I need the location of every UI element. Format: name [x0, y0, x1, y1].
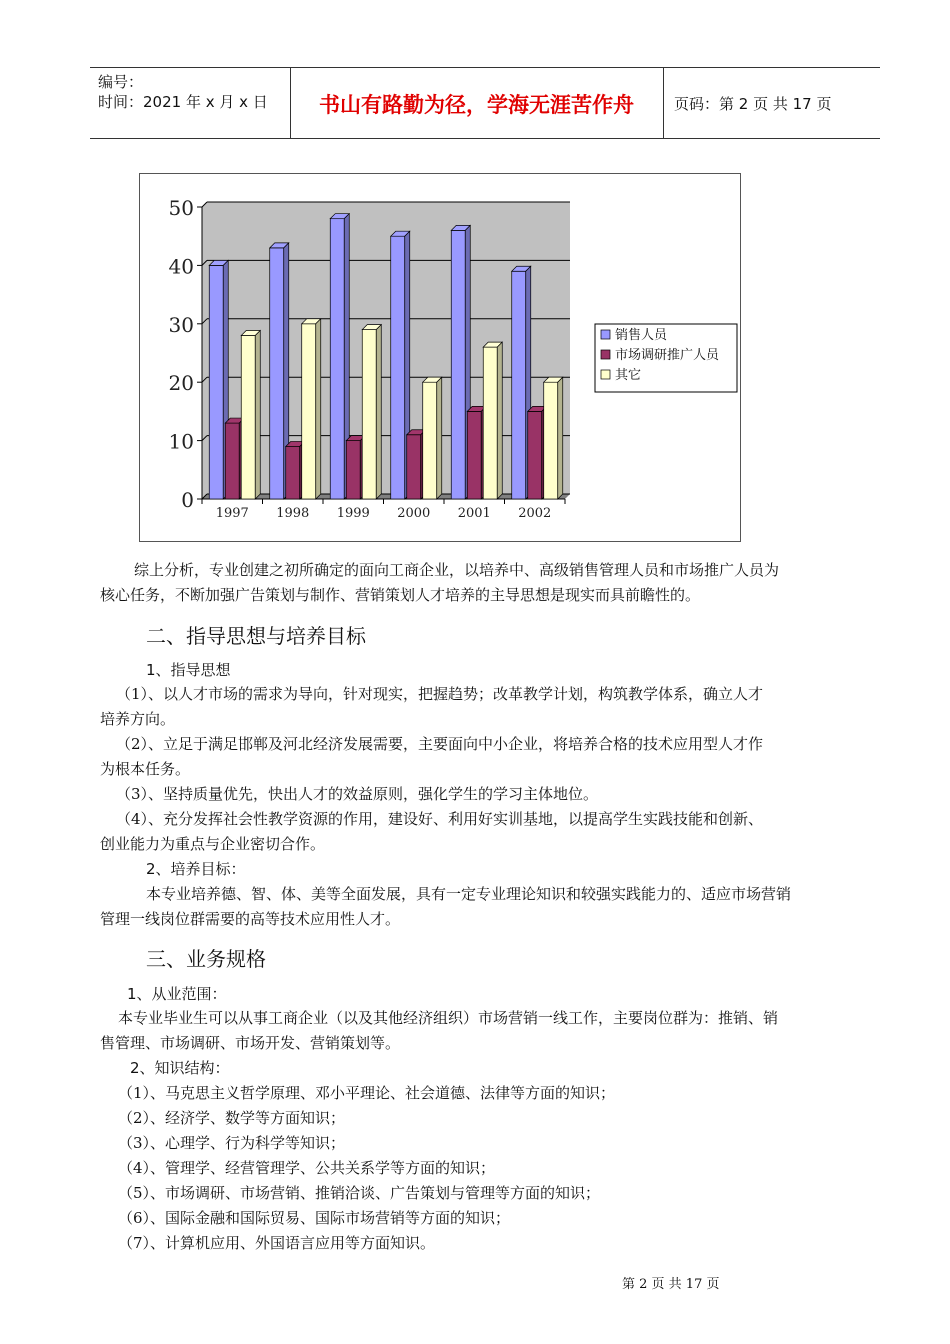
- s2-p4-l2: 创业能力为重点与企业密切合作。: [100, 835, 326, 853]
- x-tick-label: 2002: [518, 506, 552, 521]
- s2-p2-l1: （2）、立足于满足邯郸及河北经济发展需要，主要面向中小企业，将培养合格的技术应用型人才作: [116, 735, 764, 753]
- legend-label: 其它: [615, 368, 642, 383]
- bar: [483, 347, 497, 499]
- knowledge-item: （7）、计算机应用、外国语言应用等方面知识。: [118, 1234, 436, 1252]
- bar: [209, 265, 223, 499]
- summary-line-2: 核心任务，不断加强广告策划与制作、营销策划人才培养的主导思想是现实而具前瞻性的。: [100, 586, 701, 604]
- staff-bar-chart: [139, 173, 741, 542]
- bar: [241, 335, 255, 499]
- x-tick-label: 1998: [276, 506, 310, 521]
- bar: [451, 230, 465, 499]
- knowledge-item: （2）、经济学、数学等方面知识；: [118, 1109, 346, 1127]
- bar: [467, 411, 481, 499]
- bar: [544, 382, 558, 499]
- knowledge-item: （4）、管理学、经营管理学、公共关系学等方面的知识；: [118, 1159, 496, 1177]
- s2-goal-l1: 本专业培养德、智、体、美等全面发展，具有一定专业理论知识和较强实践能力的、适应市场营销: [146, 885, 792, 903]
- legend-swatch: [601, 330, 610, 339]
- bar: [286, 446, 300, 499]
- bar: [346, 441, 360, 499]
- number-label: 编号：: [98, 73, 144, 91]
- bar: [302, 324, 316, 499]
- page-footer: 第 2 页 共 17 页: [622, 1277, 720, 1292]
- bar-side: [255, 330, 260, 499]
- bar: [362, 330, 376, 499]
- x-tick-label: 1999: [336, 506, 370, 521]
- summary-line-1: 综上分析，专业创建之初所确定的面向工商企业，以培养中、高级销售管理人员和市场推广人员为: [134, 561, 780, 579]
- bar-side: [497, 342, 502, 499]
- header-motto: 书山有路勤为径，学海无涯苦作舟: [319, 93, 634, 117]
- s2-p3: （3）、坚持质量优先，快出人才的效益原则，强化学生的学习主体地位。: [116, 785, 599, 803]
- y-tick-label: 30: [168, 312, 194, 337]
- s2-p1-l1: （1）、以人才市场的需求为导向，针对现实，把握趋势；改革教学计划，构筑教学体系，确立人才: [116, 685, 764, 703]
- s3-scope-l2: 售管理、市场调研、市场开发、营销策划等。: [100, 1034, 401, 1052]
- bar-side: [437, 377, 442, 499]
- section-2-title: 二、指导思想与培养目标: [146, 624, 366, 648]
- s3-sub-scope: 1、从业范围：: [127, 985, 227, 1003]
- y-tick-label: 0: [181, 488, 194, 512]
- bar: [225, 423, 239, 499]
- section-3-title: 三、业务规格: [146, 947, 266, 971]
- knowledge-item: （6）、国际金融和国际贸易、国际市场营销等方面的知识；: [118, 1209, 511, 1227]
- s2-sub-guiding: 1、指导思想: [146, 661, 231, 679]
- s2-p1-l2: 培养方向。: [100, 710, 176, 728]
- legend-label: 销售人员: [615, 328, 668, 343]
- bar: [391, 236, 405, 499]
- y-tick-label: 50: [168, 196, 194, 220]
- legend-swatch: [601, 350, 610, 359]
- page-header: [90, 67, 880, 139]
- knowledge-item: （5）、市场调研、市场营销、推销洽谈、广告策划与管理等方面的知识；: [118, 1184, 601, 1202]
- s2-goal-l2: 管理一线岗位群需要的高等技术应用性人才。: [100, 910, 401, 928]
- bar: [512, 271, 526, 499]
- bar: [407, 435, 421, 499]
- knowledge-item: （1）、马克思主义哲学原理、邓小平理论、社会道德、法律等方面的知识；: [118, 1084, 616, 1102]
- s3-scope-l1: 本专业毕业生可以从事工商企业（以及其他经济组织）市场营销一线工作，主要岗位群为：推销、销: [118, 1009, 779, 1027]
- bar-side: [558, 377, 563, 499]
- y-tick-label: 10: [168, 429, 194, 454]
- header-divider: [663, 68, 664, 138]
- legend-label: 市场调研推广人员: [615, 348, 720, 363]
- legend-swatch: [601, 370, 610, 379]
- s2-sub-goal: 2、培养目标：: [146, 860, 246, 878]
- s3-sub-knowledge: 2、知识结构：: [130, 1059, 230, 1077]
- bar: [528, 411, 542, 499]
- header-page-label: 页码：第 2 页 共 17 页: [674, 95, 832, 113]
- header-meta: [98, 72, 288, 112]
- time-label: 时间：2021 年 x 月 x 日: [98, 93, 268, 111]
- x-tick-label: 1997: [215, 506, 249, 521]
- x-tick-label: 2001: [457, 506, 491, 521]
- bar-side: [316, 319, 321, 499]
- y-tick-label: 20: [168, 371, 194, 396]
- chart-svg: [140, 174, 740, 541]
- s2-p4-l1: （4）、充分发挥社会性教学资源的作用，建设好、利用好实训基地，以提高学生实践技能和创新、: [116, 810, 764, 828]
- bar: [270, 248, 284, 499]
- x-tick-label: 2000: [397, 506, 431, 521]
- bar: [423, 382, 437, 499]
- bar-side: [376, 325, 381, 499]
- knowledge-item: （3）、心理学、行为科学等知识；: [118, 1134, 346, 1152]
- bar: [330, 219, 344, 499]
- s2-p2-l2: 为根本任务。: [100, 760, 191, 778]
- y-tick-label: 40: [168, 254, 194, 279]
